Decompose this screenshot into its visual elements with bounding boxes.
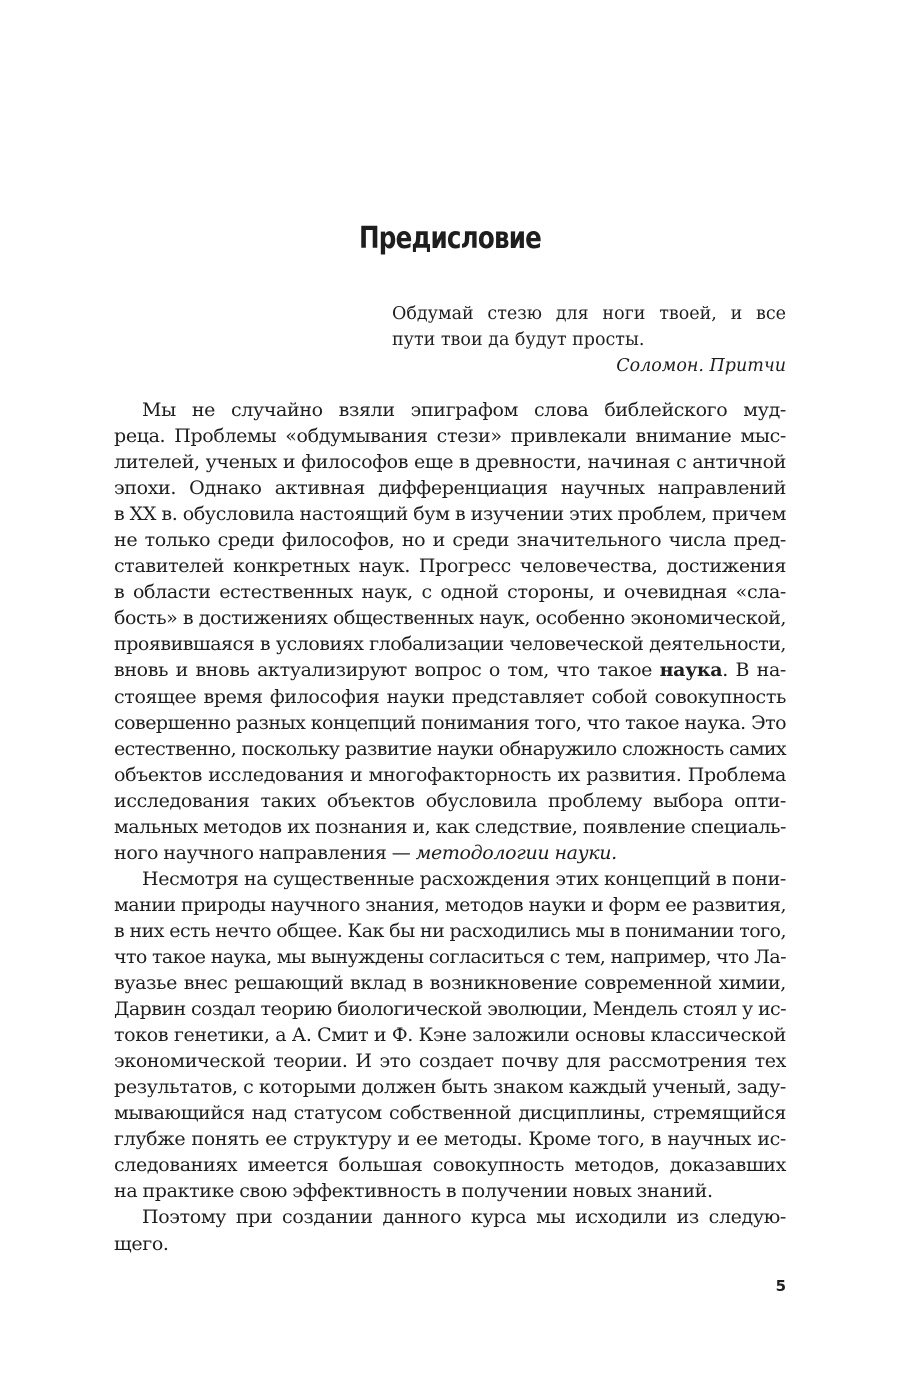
text-line-with-term: [114, 657, 786, 683]
text-line: Несмотря на существенные расхождения этих концепций в пони-: [142, 867, 786, 890]
key-term: наука: [659, 659, 723, 682]
text-line: исследования таких объектов обусловила проблему выбора опти-: [114, 789, 786, 812]
body-text: [114, 397, 786, 1257]
text-line: бость» в достижениях общественных наук, особенно экономической,: [114, 607, 786, 630]
page-number: 5: [775, 1277, 786, 1295]
text-line: не только среди философов, но и среди значительного числа пред-: [114, 529, 786, 552]
epigraph-line: пути твои да будут просты.: [392, 330, 645, 351]
text-fragment: вновь и вновь актуализируют вопрос о том, что такое: [114, 659, 660, 682]
text-line: эпохи. Однако активная дифференциация научных направлений: [114, 477, 786, 500]
text-line: токов генетики, а А. Смит и Ф. Кэне заложили основы классической: [114, 1024, 786, 1047]
text-line: мывающийся над статусом собственной дисциплины, стремящийся: [114, 1102, 786, 1125]
text-line: мальных методов их познания и, как следствие, появление специаль-: [114, 815, 786, 838]
text-line: объектов исследования и многофакторность их развития. Проблема: [114, 763, 786, 786]
text-line: естественно, поскольку развитие науки обнаружило сложность самих: [114, 737, 786, 760]
text-line: совершенно разных концепций понимания того, что такое наука. Это: [114, 711, 786, 734]
text-line: щего.: [114, 1232, 169, 1255]
text-line: стоящее время философия науки представляет собой совокупность: [114, 685, 786, 708]
text-line: Мы не случайно взяли эпиграфом слова библейского муд-: [142, 399, 786, 421]
text-line: мании природы научного знания, методов науки и форм ее развития,: [114, 893, 786, 916]
epigraph-line: Обдумай стезю для ноги твоей, и все: [392, 304, 786, 324]
text-line: Дарвин создал теорию биологической эволюции, Мендель стоял у ис-: [114, 998, 786, 1021]
text-line: результатов, с которыми должен быть знаком каждый ученый, заду-: [114, 1076, 786, 1099]
text-line: реца. Проблемы «обдумывания стези» привлекали внимание мыс-: [114, 425, 786, 448]
text-line: проявившаяся в условиях глобализации человеческой деятельности,: [114, 633, 786, 656]
text-fragment: . В на-: [722, 659, 786, 682]
text-line: в них есть нечто общее. Как бы ни расходились мы в понимании того,: [114, 919, 786, 942]
italic-term: методологии науки.: [415, 841, 617, 864]
text-line: экономической теории. И это создает почву для рассмотрения тех: [114, 1050, 786, 1073]
text-line: вуазье внес решающий вклад в возникновение современной химии,: [114, 972, 786, 995]
paragraph: [114, 1204, 786, 1256]
text-line-with-term: [114, 840, 786, 866]
epigraph-author: Соломон. Притчи: [616, 356, 786, 377]
text-line: ставителей конкретных наук. Прогресс человечества, достижения: [114, 555, 786, 578]
epigraph-quote: [392, 301, 786, 353]
text-line: следованиях имеется большая совокупность методов, доказавших: [114, 1154, 786, 1177]
text-line: что такое наука, мы вынуждены согласиться с тем, например, что Ла-: [114, 945, 786, 968]
text-fragment: ного научного направления —: [114, 841, 416, 864]
text-line: лителей, ученых и философов еще в древности, начиная с античной: [114, 451, 786, 474]
page-title: Предисловие: [359, 221, 541, 256]
text-line: глубже понять ее структуру и ее методы. Кроме того, в научных ис-: [114, 1128, 786, 1151]
epigraph: [392, 301, 786, 379]
text-line: в XX в. обусловила настоящий бум в изучении этих проблем, причем: [114, 503, 786, 526]
text-line: Поэтому при создании данного курса мы исходили из следую-: [142, 1206, 786, 1229]
paragraph: [114, 397, 786, 866]
paragraph: [114, 866, 786, 1205]
text-line: на практике свою эффективность в получении новых знаний.: [114, 1180, 713, 1203]
text-line: в области естественных наук, с одной стороны, и очевидная «сла-: [114, 581, 786, 604]
